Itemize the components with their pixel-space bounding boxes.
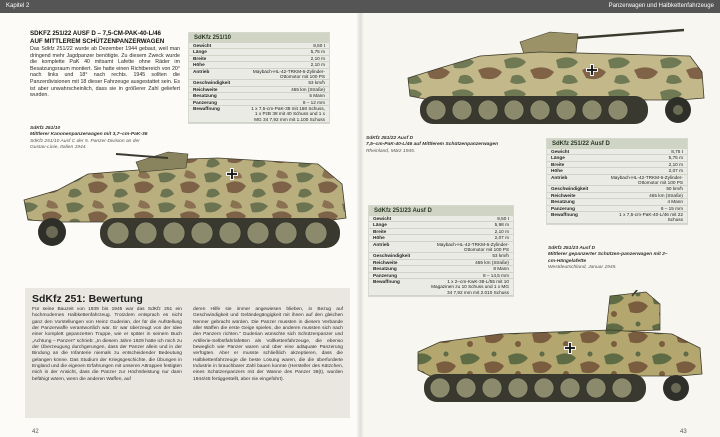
spec-key: Höhe	[369, 235, 427, 241]
spec-value: Maybach-HL-42-TRKM-6-Zylinder-Ottomotor mit 100 PS	[603, 174, 687, 186]
spec-key: Panzerung	[547, 205, 603, 211]
title-line-2: AUF MITTLEREM SCHÜTZENPANZERWAGEN	[30, 37, 165, 45]
spec-row	[369, 241, 513, 253]
spec-box-251-10	[188, 32, 330, 124]
spec-key: Reichweite	[369, 259, 427, 265]
spec-value: 2,07 m	[427, 235, 513, 241]
spec-key: Reichweite	[547, 192, 603, 198]
spec-key: Antrieb	[369, 241, 427, 253]
spec-key: Gewicht	[189, 43, 245, 49]
spec-key: Gewicht	[369, 216, 427, 222]
spec-value: 53 km/h	[245, 80, 329, 86]
spec-key: Besatzung	[189, 93, 245, 99]
spec-value: 8 – 12 mm	[245, 99, 329, 105]
caption-unit: SdKfz 251/10 Ausf C der 5. Panzer-Division an der Gustav-Linie, Italien 1944.	[30, 138, 140, 151]
spec-value: 465 km (Straße)	[427, 259, 513, 265]
spec-box-title: SdKfz 251/10	[189, 33, 329, 43]
caption-title: SdKfz 251/10	[30, 126, 61, 131]
spec-value: 8,50 t	[245, 43, 329, 49]
caption-251-22	[366, 136, 566, 155]
spec-key: Reichweite	[189, 86, 245, 92]
spec-value: 465 km (Straße)	[245, 86, 329, 92]
spec-value: 8 Mann	[427, 266, 513, 272]
halftrack-251-23-illustration	[410, 290, 710, 410]
essay-column-2: deren Hilfe sie immer angewiesen blieben, in Bezug auf Geschwindigkeit und Geländegängigkeit mit ihnen auf den gleichen Nenner gebracht würden. Die Panzer mussten in diesem Verbande aller Waffen die erste Geige spielen, die anderen mussten sich nach den Panzern richten.“ Guderian wünschte sich Schützenpanzer und Artillerie-Selbstfahrlafetten als Vollkettenfahrzeuge, die ebenso beweglich wie Panzer waren und über eine adäquate Panzerung verfügten. Aber er musste schließlich akzeptieren, dass die Halbkettenfahrzeuge die beste Lösung waren, die die überforderte Industrie in brauchbarer Zahl bauen konnte (Hersteller des Kätzchen, eines Schützenpanzers mit der Wanne des Panzer 38(t), wurden 1944/45 fertiggestellt, aber nie eingeführt).	[193, 307, 343, 382]
spec-value: 2,07 m	[603, 168, 687, 174]
spec-key: Panzerung	[369, 272, 427, 278]
spec-value: 2,10 m	[427, 228, 513, 234]
spec-value: 8,50 t	[427, 216, 513, 222]
spec-row	[547, 212, 687, 224]
caption-title: SdKfz 251/22 Ausf D	[366, 136, 414, 141]
spec-value: 5,75 m	[603, 155, 687, 161]
running-header-right: Panzerwagen und Halbkettenfahrzeuge	[360, 0, 720, 13]
spec-key: Breite	[189, 55, 245, 61]
spec-key: Besatzung	[369, 266, 427, 272]
spec-key: Antrieb	[189, 68, 245, 80]
spec-value: 1 x 2–cm-KwK-38-L/55 mit 10 Magazinen zu 10 Schuss und 1 x MG 34 7,92 mm mit 2.010 Schuss	[427, 279, 513, 296]
spec-value: 8,75 t	[603, 149, 687, 155]
spec-key: Länge	[547, 155, 603, 161]
spec-value: 1 x 7,5-cm-PaK-38 mit 168 Schuss, 1 x PzB 38 mit 40 Schuss und 1 x MG 34 7,92 mm mit 1.100 Schuss	[245, 106, 329, 123]
spec-value: 50 km/h	[603, 186, 687, 192]
spec-row	[547, 174, 687, 186]
spec-row	[189, 68, 329, 80]
spec-table	[189, 43, 329, 123]
page-gutter	[356, 0, 364, 437]
intro-paragraph: Das Sdkfz 251/22 wurde ab Dezember 1944 gebaut, weil man dringend mehr Jagdpanzer benötigte. Zu diesem Zweck wurde die komplette PaK 40 mitsamt Lafette ohne Räder im Besatzungsraum montiert. Sie hatte einen Richtbereich von 20° nach links und 18° nach rechts. 1945 sollten die Panzerdivisionen mit 18 dieser Fahrzeuge ausgestattet sein. Es ist aber unwahrscheinlich, dass sie in größerer Zahl geliefert wurden.	[30, 46, 180, 99]
spec-value: 2,10 m	[603, 161, 687, 167]
spec-table	[369, 216, 513, 296]
spec-key: Höhe	[189, 62, 245, 68]
halftrack-251-10-illustration	[18, 140, 352, 260]
essay-column-1: Für seine Bauzeit von 1939 bis 1945 war das SdKfz 251 ein hochmodernes Halbkettenfahrzeug. Trotzdem entsprach es nicht ganz den Vorstellungen von Heinz Guderian, der für die Aufstellung der Panzerwaffe verantwortlich war. Er war überzeugt von der Idee einer komplett gepanzerten Truppe, wie er später in seinem Buch „Achtung – Panzer!“ schrieb: „In diesem Jahre 1929 hatte ich mich zu der Überzeugung durchgerungen, dass der Panzer allein und in der Bindung an die Infanterie niemals zu entscheidender Bedeutung gelangen könne. Das Studium der Kriegsgeschichte, die Übungen in England und die eigenen Erfahrungen mit unseren Attrappen festigten mich in der Ansicht, dass die Panzer zur Höchstleistung nur dann befähigt wären, wenn die anderen Waffen, auf	[32, 307, 182, 382]
spec-value: 8 – 14,5 mm	[427, 272, 513, 278]
spec-key: Höhe	[547, 168, 603, 174]
spec-value: 8 – 15 mm	[603, 205, 687, 211]
spec-key: Geschwindigkeit	[189, 80, 245, 86]
spec-value: Maybach-HL-42-TRKM-6-Zylinder-Ottomotor mit 100 PS	[245, 68, 329, 80]
spec-value: 2,10 m	[245, 62, 329, 68]
spec-box-title: SdKfz 251/22 Ausf D	[547, 139, 687, 149]
spec-value: 2,10 m	[245, 55, 329, 61]
spec-key: Bewaffnung	[369, 279, 427, 296]
halftrack-251-22-illustration	[400, 22, 710, 130]
title-line-1: SDKFZ 251/22 AUSF D – 7,5-CM-PAK-40-L/46	[30, 30, 161, 37]
caption-subtitle: Mittlerer gepanzerter Schützen-panzerwagen mit 2–cm-Hängelafette	[548, 252, 668, 264]
spec-key: Panzerung	[189, 99, 245, 105]
caption-251-23	[548, 246, 673, 272]
turret-housing	[606, 292, 660, 332]
spec-value: 465 km (Straße)	[603, 192, 687, 198]
essay-box	[25, 288, 350, 418]
spec-key: Gewicht	[547, 149, 603, 155]
spec-value: 53 km/h	[427, 253, 513, 259]
spec-table	[547, 149, 687, 224]
caption-title: SdKfz 251/23 Ausf D	[548, 246, 596, 251]
running-header-left: Kapitel 2	[0, 0, 360, 13]
pak-shield	[520, 32, 578, 54]
spec-value: 5 Mann	[245, 93, 329, 99]
section-title	[30, 30, 180, 45]
spec-value: 5,98 m	[427, 222, 513, 228]
spec-row	[189, 106, 329, 123]
spec-key: Besatzung	[547, 199, 603, 205]
essay-heading: SdKfz 251: Bewertung	[32, 293, 143, 305]
spec-key: Länge	[189, 49, 245, 55]
caption-unit: Westdeutschland, Januar 1945.	[548, 265, 617, 271]
spec-key: Antrieb	[547, 174, 603, 186]
spec-key: Breite	[369, 228, 427, 234]
spec-box-251-23	[368, 205, 514, 297]
spec-value: 1 x 7,5-cm-PaK-40-L/46 mit 22 Schuss	[603, 212, 687, 224]
spec-key: Länge	[369, 222, 427, 228]
caption-unit: Rheinland, März 1945.	[366, 148, 416, 154]
spec-key: Geschwindigkeit	[369, 253, 427, 259]
page-number-right: 43	[680, 429, 687, 435]
spec-key: Breite	[547, 161, 603, 167]
caption-subtitle: Mittlerer Kanonenpanzerwagen mit 3,7–cm-PaK-36	[30, 132, 148, 138]
spec-value: 5,75 m	[245, 49, 329, 55]
caption-subtitle: 7,5–cm-PaK-40-L/46 auf Mittlerem Schützenpanzerwagen	[366, 142, 499, 148]
spec-box-title: SdKfz 251/23 Ausf D	[369, 206, 513, 216]
page-number-left: 42	[32, 429, 39, 435]
spec-value: 4 Mann	[603, 199, 687, 205]
spec-value: Maybach-HL-42-TRKM-6-Zylinder-Ottomotor mit 100 PS	[427, 241, 513, 253]
spec-box-251-22	[546, 138, 688, 225]
hull-shape	[418, 330, 702, 376]
hull-shape	[408, 52, 704, 100]
spec-key: Bewaffnung	[547, 212, 603, 224]
spec-key: Geschwindigkeit	[547, 186, 603, 192]
spec-key: Bewaffnung	[189, 106, 245, 123]
